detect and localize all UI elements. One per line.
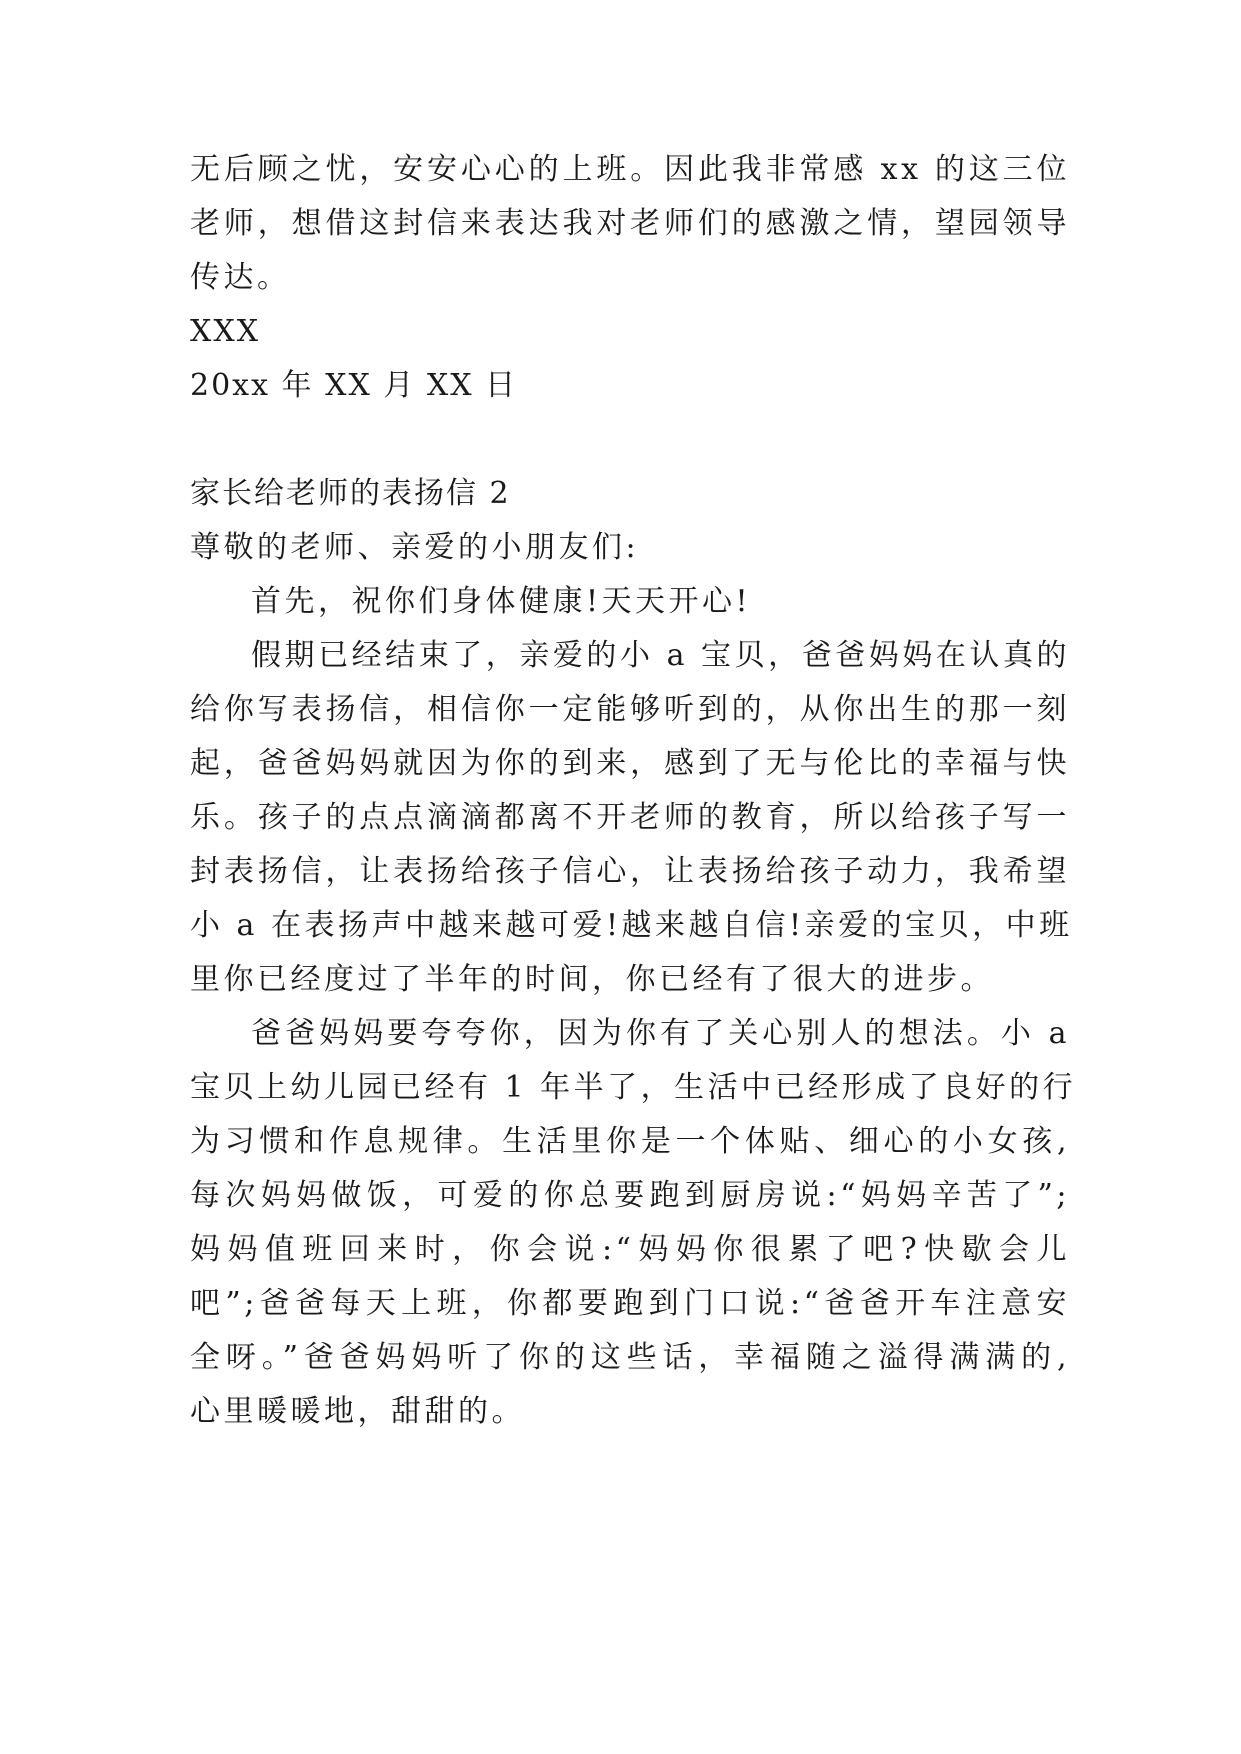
body-line: 妈妈值班回来时，你会说:“妈妈你很累了吧?快歇会儿	[190, 1232, 1070, 1267]
body-line: 里你已经度过了半年的时间，你已经有了很大的进步。	[190, 962, 994, 997]
body-line: 假期已经结束了，亲爱的小 a 宝贝，爸爸妈妈在认真的	[251, 638, 1070, 673]
body-line: 全呀。”爸爸妈妈听了你的这些话，幸福随之溢得满满的,	[190, 1340, 1070, 1375]
body-line: 小 a 在表扬声中越来越可爱!越来越自信!亲爱的宝贝，中班	[190, 908, 1073, 943]
body-line: 传达。	[190, 260, 291, 295]
body-line: 爸爸妈妈要夸夸你，因为你有了关心别人的想法。小 a	[251, 1016, 1070, 1051]
body-line: 无后顾之忧，安安心心的上班。因此我非常感 xx 的这三位	[190, 152, 1070, 187]
signature: XXX	[190, 314, 261, 349]
body-line: 封表扬信，让表扬给孩子信心，让表扬给孩子动力，我希望	[190, 854, 1070, 889]
body-line: 为习惯和作息规律。生活里你是一个体贴、细心的小女孩,	[190, 1124, 1070, 1159]
date: 20xx 年 XX 月 XX 日	[190, 368, 518, 403]
opening-wish: 首先，祝你们身体健康!天天开心!	[251, 584, 752, 619]
body-line: 起，爸爸妈妈就因为你的到来，感到了无与伦比的幸福与快	[190, 746, 1070, 781]
body-line: 乐。孩子的点点滴滴都离不开老师的教育，所以给孩子写一	[190, 800, 1070, 835]
greeting: 尊敬的老师、亲爱的小朋友们:	[190, 530, 640, 565]
body-line: 给你写表扬信，相信你一定能够听到的，从你出生的那一刻	[190, 692, 1070, 727]
body-line: 心里暖暖地，甜甜的。	[190, 1394, 525, 1429]
body-line: 宝贝上幼儿园已经有 1 年半了，生活中已经形成了良好的行	[190, 1070, 1077, 1105]
body-line: 每次妈妈做饭，可爱的你总要跑到厨房说:“妈妈辛苦了”;	[190, 1178, 1070, 1213]
body-line: 吧”;爸爸每天上班，你都要跑到门口说:“爸爸开车注意安	[190, 1286, 1070, 1321]
letter-title: 家长给老师的表扬信 2	[190, 476, 511, 511]
body-line: 老师，想借这封信来表达我对老师们的感激之情，望园领导	[190, 206, 1070, 241]
